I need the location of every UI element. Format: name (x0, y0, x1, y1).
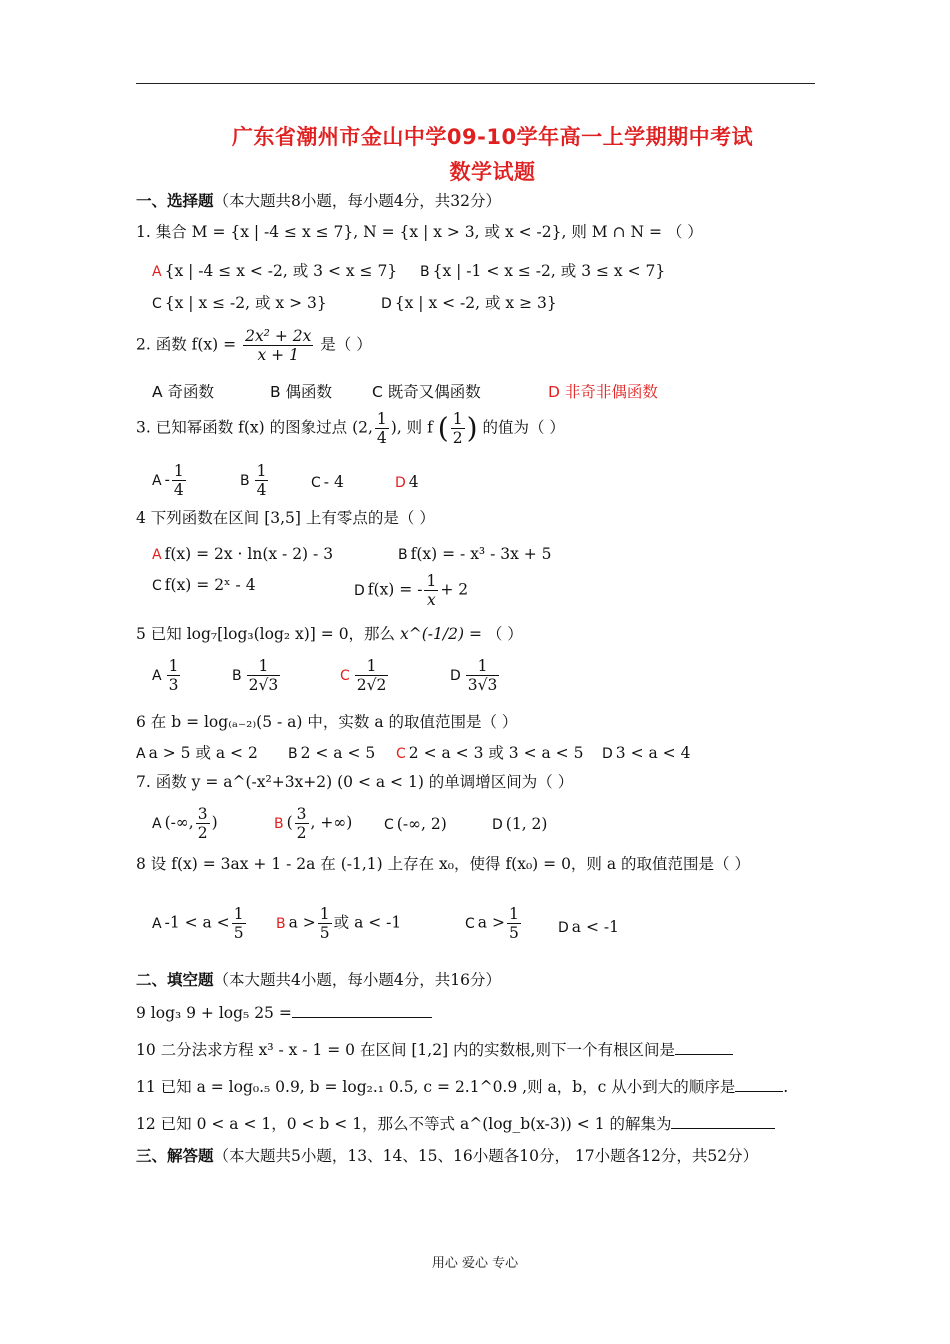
q5-c-frac (355, 657, 389, 694)
q3-lparen: ( (437, 411, 449, 445)
q8-c-pre: a > (477, 913, 505, 932)
page-footer: 用心 爱心 专心 (431, 1256, 519, 1271)
q7-c-text: (-∞, 2) (396, 815, 447, 833)
q3-num: 1 (376, 410, 387, 428)
q7-a-pre: (-∞, (164, 813, 194, 832)
q8-b-post: 或 a < -1 (333, 913, 402, 932)
q3-point-frac (375, 410, 389, 447)
q7-b-post: , +∞) (310, 813, 353, 832)
q5-post: = （ ） (468, 625, 523, 643)
q11-answer-blank[interactable] (735, 1091, 783, 1092)
q3-d-text: 4 (408, 473, 419, 491)
q3-b-num: 1 (256, 462, 267, 480)
q8-c-den: 5 (508, 924, 519, 942)
q5-c-label: C (340, 667, 350, 684)
q5-a-label: A (152, 667, 162, 684)
q1-stem: 1. 集合 M = {x | -4 ≤ x ≤ 7}, N = {x | x > 3, 或 x < -2}, 则 M ∩ N = （ ） (136, 223, 703, 241)
q8-b-num: 1 (319, 905, 330, 923)
q6-option-d (602, 742, 690, 765)
q2-post: 是（ ） (320, 335, 372, 354)
q3-mid: ), 则 f (390, 418, 433, 437)
q3-num2: 1 (452, 410, 463, 428)
q2-option-b: B 偶函数 (270, 383, 333, 401)
q8-c-label: C (465, 915, 475, 932)
q2-fraction (243, 327, 313, 364)
q3-stem (136, 410, 565, 447)
q7-option-b (274, 805, 352, 842)
q6-b-label: B (288, 746, 298, 762)
q3-c-label: C (311, 475, 321, 491)
q8-b-frac (318, 905, 332, 942)
q8-a-frac (232, 905, 246, 942)
q12-stem (136, 1113, 775, 1135)
q11-end: . (783, 1078, 789, 1096)
q7-a-frac (196, 805, 210, 842)
q8-option-c (465, 905, 523, 942)
q3-a-frac (172, 462, 186, 499)
q3-pre: 3. 已知幂函数 f(x) 的图象过点 (2, (136, 418, 373, 437)
q7-option-a (152, 805, 218, 842)
q4-d-num: 1 (426, 572, 437, 590)
q5-b-den: 2√3 (248, 676, 279, 694)
q7-a-label: A (152, 815, 162, 832)
q2-num: 2x² + 2x (245, 327, 312, 345)
section2-note: （本大题共4小题，每小题4分，共16分） (213, 971, 501, 989)
q3-b-label: B (240, 472, 250, 489)
q5-c-num: 1 (355, 657, 389, 676)
q4-d-frac (424, 572, 438, 609)
q3-den2: 2 (452, 429, 463, 447)
header-rule (136, 83, 815, 84)
q7-d-label: D (492, 817, 503, 833)
q8-c-num: 1 (508, 905, 519, 923)
q3-rparen: ) (466, 411, 478, 445)
q2-pre: 2. 函数 f(x) = (136, 335, 237, 354)
q5-a-den: 3 (168, 676, 179, 694)
q1-c-text: {x | x ≤ -2, 或 x > 3} (164, 294, 327, 312)
q8-b-den: 5 (319, 924, 330, 942)
q7-c-label: C (384, 817, 394, 833)
q5-expr: x^(-1/2) (400, 625, 465, 643)
q3-option-a (152, 462, 188, 499)
q4-option-d (354, 572, 468, 609)
q9-stem (136, 1002, 432, 1024)
q1-a-text: {x | -4 ≤ x < -2, 或 3 < x ≤ 7} (164, 262, 398, 280)
q7-option-d (492, 813, 547, 836)
q6-c-text: 2 < a < 3 或 3 < a < 5 (408, 744, 584, 762)
q5-d-den: 3√3 (467, 676, 498, 694)
q4-b-text: f(x) = - x³ - 3x + 5 (410, 545, 552, 563)
q8-d-text: a < -1 (571, 918, 619, 936)
q7-a-post: ) (211, 813, 218, 832)
q3-option-b (240, 462, 270, 499)
q8-stem: 8 设 f(x) = 3ax + 1 - 2a 在 (-1,1) 上存在 x₀，使得 f(x₀) = 0，则 a 的取值范围是（ ） (136, 855, 750, 873)
q4-option-b (398, 543, 552, 566)
q7-b-num: 3 (296, 805, 307, 823)
q7-a-den: 2 (197, 824, 208, 842)
q5-b-num: 1 (247, 657, 281, 676)
q3-a-den: 4 (173, 481, 184, 499)
q7-option-c (384, 813, 447, 836)
q10-text: 10 二分法求方程 x³ - x - 1 = 0 在区间 [1,2] 内的实数根,则下一个有根区间是 (136, 1041, 675, 1059)
q8-option-d (558, 916, 619, 939)
q6-a-text: a > 5 或 a < 2 (148, 744, 258, 762)
q6-option-b (288, 742, 375, 765)
q4-a-label: A (152, 547, 162, 563)
q7-b-pre: ( (286, 813, 293, 832)
q5-a-frac (167, 657, 181, 694)
q7-b-frac (295, 805, 309, 842)
q1-a-label: A (152, 264, 162, 280)
q7-b-den: 2 (296, 824, 307, 842)
q1-c-label: C (152, 296, 162, 312)
q2-den: x + 1 (257, 346, 299, 364)
q4-stem: 4 下列函数在区间 [3,5] 上有零点的是（ ） (136, 509, 435, 527)
q10-answer-blank[interactable] (675, 1054, 733, 1055)
q4-c-label: C (152, 578, 162, 594)
q1-b-text: {x | -1 < x ≤ -2, 或 3 ≤ x < 7} (432, 262, 666, 280)
q5-d-frac (466, 657, 500, 694)
q4-c-text: f(x) = 2ˣ - 4 (164, 576, 256, 594)
q1-d-label: D (381, 296, 392, 312)
q8-option-b (276, 905, 401, 942)
q8-a-den: 5 (233, 924, 244, 942)
q4-option-a (152, 543, 333, 566)
q5-b-frac (247, 657, 281, 694)
q2-option-c: C 既奇又偶函数 (372, 383, 481, 401)
page-subtitle: 数学试题 (449, 160, 536, 184)
q1-d-text: {x | x < -2, 或 x ≥ 3} (394, 294, 557, 312)
q6-c-label: C (396, 746, 406, 762)
q1-option-c (152, 292, 327, 315)
q3-option-c (311, 471, 344, 494)
q10-stem (136, 1039, 733, 1061)
section1-header (136, 190, 501, 212)
q3-arg-frac (451, 410, 465, 447)
q5-c-den: 2√2 (356, 676, 387, 694)
q4-a-text: f(x) = 2x · ln(x - 2) - 3 (164, 545, 334, 563)
q7-b-label: B (274, 815, 284, 832)
q5-option-b (232, 657, 282, 694)
q6-option-a (136, 742, 258, 765)
q6-d-text: 3 < a < 4 (615, 744, 691, 762)
section3-note: （本大题共5小题，13、14、15、16小题各10分， 17小题各12分，共52分） (213, 1147, 759, 1165)
section1-note: （本大题共8小题，每小题4分，共32分） (213, 192, 501, 210)
q4-d-label: D (354, 582, 365, 599)
q7-stem: 7. 函数 y = a^(-x²+3x+2) (0 < a < 1) 的单调增区间为（ ） (136, 773, 574, 791)
q12-text: 12 已知 0 < a < 1，0 < b < 1，那么不等式 a^(log_b(x-3)) < 1 的解集为 (136, 1115, 672, 1133)
q4-d-post: + 2 (440, 580, 469, 599)
q3-a-label: A (152, 472, 162, 489)
q5-a-num: 1 (168, 657, 179, 675)
q8-option-a (152, 905, 248, 942)
q8-a-num: 1 (233, 905, 244, 923)
q1-option-d (381, 292, 557, 315)
q5-stem (136, 623, 523, 645)
q7-d-text: (1, 2) (505, 815, 548, 833)
section1-title: 一、选择题 (136, 192, 214, 210)
q5-option-c (340, 657, 390, 694)
q8-c-frac (507, 905, 521, 942)
q4-b-label: B (398, 547, 408, 563)
q6-b-text: 2 < a < 5 (300, 744, 376, 762)
q5-option-d (450, 657, 501, 694)
q5-d-num: 1 (466, 657, 500, 676)
q5-option-a (152, 657, 182, 694)
q7-a-num: 3 (197, 805, 208, 823)
q3-post: 的值为（ ） (482, 418, 565, 437)
q5-b-label: B (232, 667, 242, 684)
q3-a-sign: - (164, 470, 170, 489)
q8-d-label: D (558, 920, 569, 936)
q3-option-d (395, 471, 419, 494)
q8-b-label: B (276, 915, 286, 932)
section3-header (136, 1145, 758, 1167)
q3-b-frac (255, 462, 269, 499)
q1-option-a (152, 260, 397, 283)
q6-option-c (396, 742, 583, 765)
q3-den: 4 (376, 429, 387, 447)
q6-a-label: A (136, 746, 146, 762)
q1-option-b (420, 260, 665, 283)
section3-title: 三、解答题 (136, 1147, 214, 1165)
section2-title: 二、填空题 (136, 971, 214, 989)
q4-option-c (152, 574, 256, 597)
q3-d-label: D (395, 475, 406, 491)
q5-pre: 5 已知 log₇[log₃(log₂ x)] = 0，那么 (136, 625, 396, 643)
q9-answer-blank[interactable] (292, 1017, 432, 1018)
q6-stem: 6 在 b = log₍ₐ₋₂₎(5 - a) 中，实数 a 的取值范围是（ ） (136, 713, 518, 731)
q4-d-den: x (427, 591, 436, 609)
q8-a-label: A (152, 915, 162, 932)
q4-d-pre: f(x) = - (367, 580, 423, 599)
q6-d-label: D (602, 746, 613, 762)
q8-a-pre: -1 < a < (164, 913, 230, 932)
q2-option-a: A 奇函数 (152, 383, 215, 401)
q11-text: 11 已知 a = log₀.₅ 0.9, b = log₂.₁ 0.5, c = 2.1^0.9 ,则 a，b，c 从小到大的顺序是 (136, 1078, 736, 1096)
q3-b-den: 4 (256, 481, 267, 499)
page-title: 广东省潮州市金山中学09-10学年高一上学期期中考试 (231, 125, 754, 149)
q2-stem (136, 327, 372, 364)
q8-b-pre: a > (288, 913, 316, 932)
section2-header (136, 969, 501, 991)
q11-stem (136, 1076, 788, 1098)
q5-d-label: D (450, 667, 461, 684)
q3-a-num: 1 (173, 462, 184, 480)
q1-b-label: B (420, 264, 430, 280)
q12-answer-blank[interactable] (671, 1128, 775, 1129)
q2-option-d: D 非奇非偶函数 (548, 383, 658, 401)
q3-c-text: - 4 (323, 473, 344, 491)
q9-text: 9 log₃ 9 + log₅ 25 = (136, 1004, 292, 1022)
